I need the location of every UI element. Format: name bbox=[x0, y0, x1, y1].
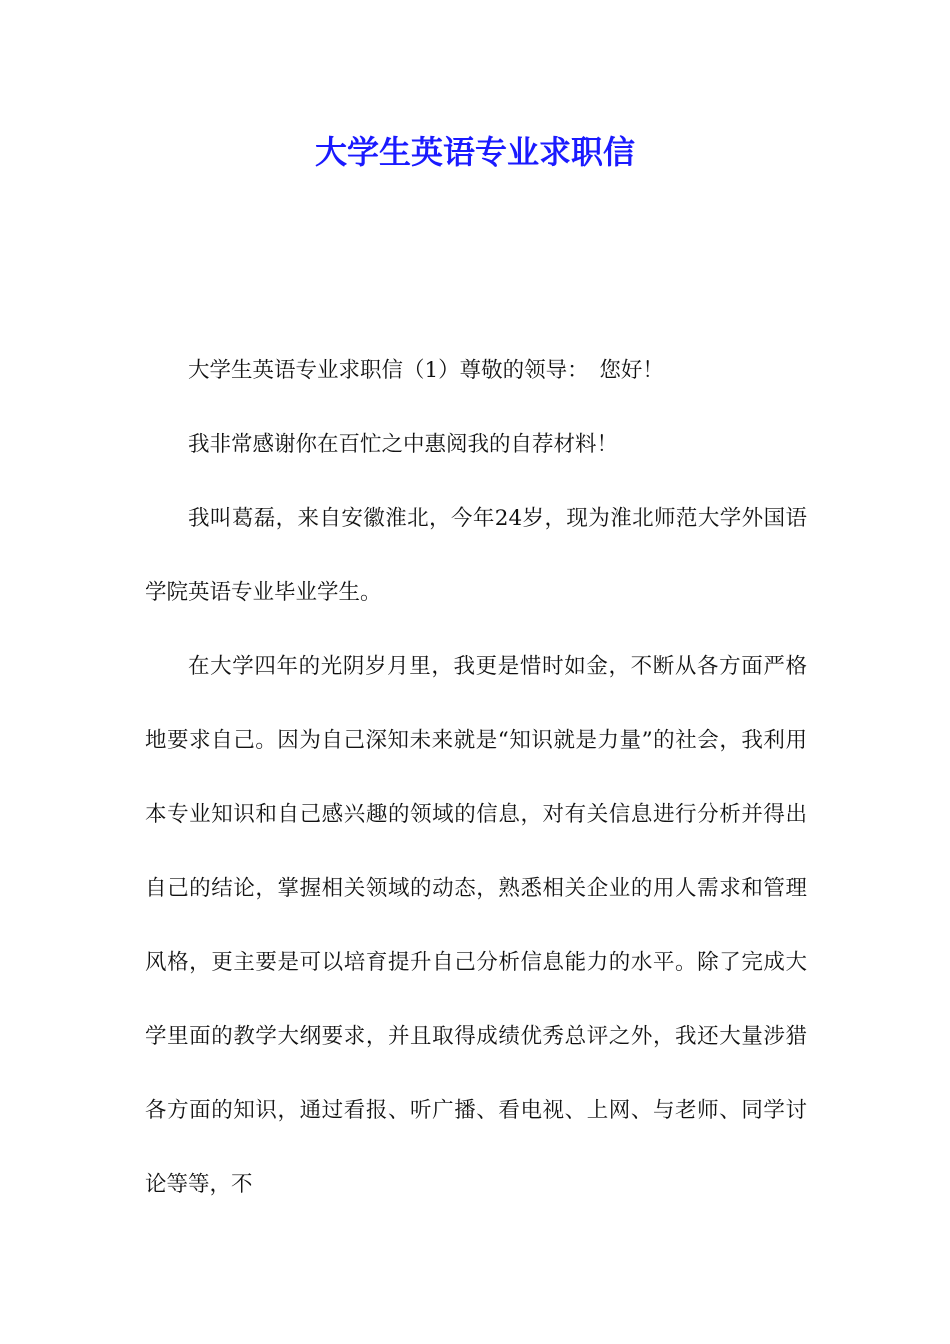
paragraph-introduction: 我叫葛磊，来自安徽淮北，今年24岁，现为淮北师范大学外国语学院英语专业毕业学生。 bbox=[145, 506, 807, 605]
document-body bbox=[145, 334, 807, 1222]
paragraph-greeting: 大学生英语专业求职信（1）尊敬的领导： 您好！ bbox=[188, 358, 664, 383]
document-title: 大学生英语专业求职信 bbox=[314, 133, 635, 171]
paragraph-thanks: 我非常感谢你在百忙之中惠阅我的自荐材料！ bbox=[188, 432, 619, 457]
paragraph-university-study: 在大学四年的光阴岁月里，我更是惜时如金，不断从各方面严格地要求自己。因为自己深知未来就是“知识就是力量”的社会，我利用本专业知识和自己感兴趣的领域的信息，对有关信息进行分析并得出自己的结论，掌握相关领域的动态，熟悉相关企业的用人需求和管理风格，更主要是可以培育提升自己分析信息能力的水平。除了完成大学里面的教学大纲要求，并且取得成绩优秀总评之外，我还大量涉猎各方面的知识，通过看报、听广播、看电视、上网、与老师、同学讨论等等，不 bbox=[145, 654, 807, 1197]
